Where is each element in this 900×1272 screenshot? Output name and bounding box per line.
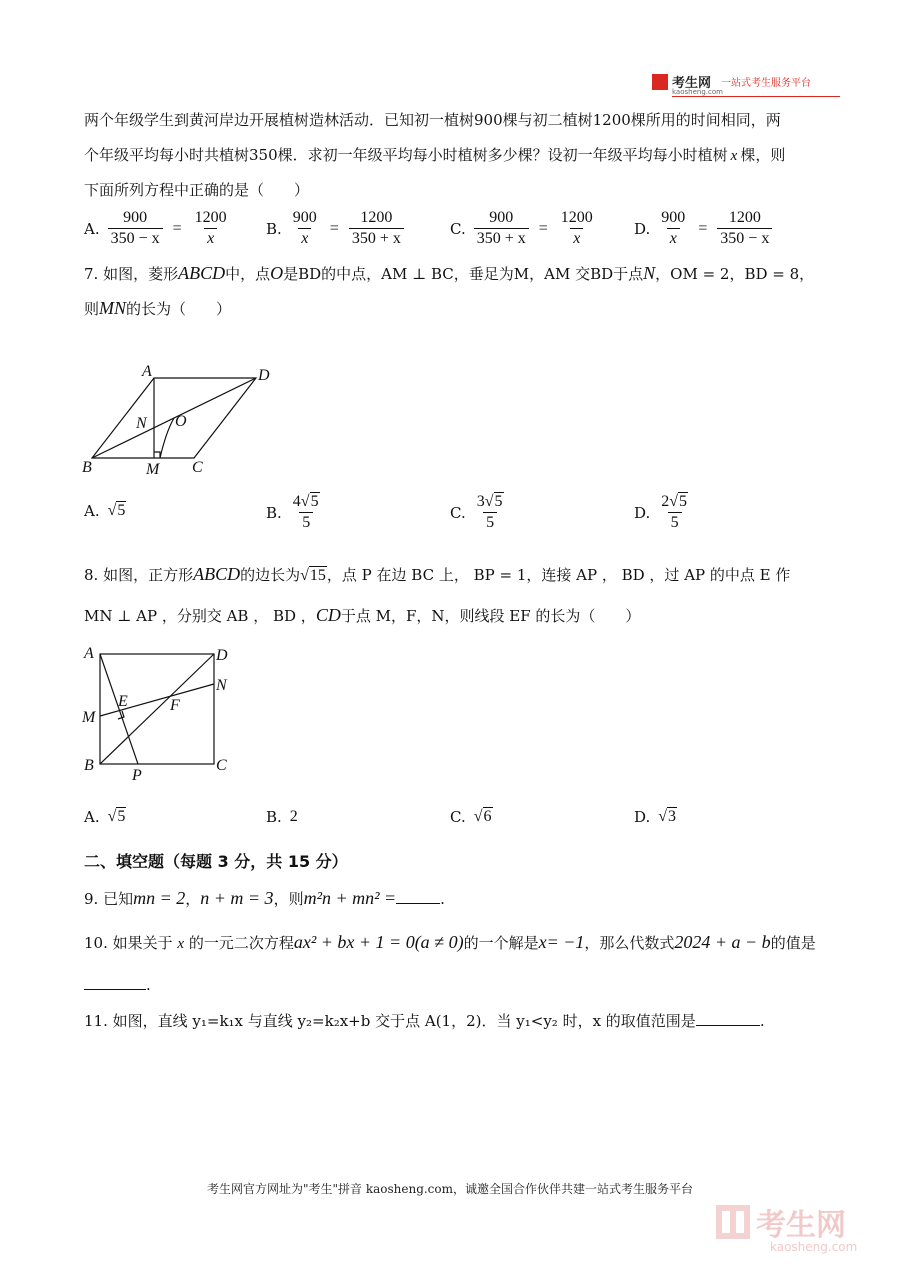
numerator: 900 — [661, 209, 686, 226]
q9-expr3: m²n + mn² = — [303, 888, 397, 908]
numerator: 4√5 — [292, 493, 319, 510]
q8-option-a[interactable] — [84, 808, 126, 826]
q10-blank-line — [84, 974, 151, 996]
denominator: x — [298, 228, 311, 249]
option-label: A. — [84, 502, 100, 520]
equals-sign: = — [698, 219, 708, 237]
radicand: 5 — [494, 493, 503, 510]
numerator: 1200 — [560, 209, 593, 226]
q7-options — [84, 492, 844, 542]
numerator: 900 — [489, 209, 514, 226]
fraction — [717, 208, 772, 249]
q11-end: . — [759, 1012, 765, 1030]
sqrt-expr: √6 — [473, 808, 492, 825]
q7-abcd: ABCD — [178, 263, 226, 283]
q7-text-a: 如图，菱形 — [103, 265, 179, 283]
q7-text-c: 是BD的中点，AM ⊥ BC，垂足为M，AM 交BD于点 — [283, 265, 644, 283]
watermark — [716, 1200, 846, 1244]
label-d: D — [258, 367, 270, 384]
numerator: 900 — [123, 209, 148, 226]
numerator: 1200 — [360, 209, 393, 226]
q10-line — [84, 931, 816, 955]
radicand: 3 — [668, 808, 677, 825]
q8-option-b[interactable] — [266, 808, 298, 826]
q6-option-a[interactable] — [84, 208, 230, 249]
label-d: D — [216, 647, 228, 664]
watermark-text: 考生网 — [756, 1208, 846, 1243]
equals-sign: = — [172, 219, 182, 237]
q6-option-c[interactable] — [450, 208, 596, 249]
denominator: 350 + x — [349, 228, 404, 249]
q9-text-b: ，则 — [273, 890, 304, 908]
q8-text-c: ，点 P 在边 BC 上， BP = 1，连接 AP ， BD ，过 AP 的中点 E 作 — [326, 566, 791, 584]
radicand: 15 — [309, 567, 326, 584]
numerator: 900 — [292, 209, 317, 226]
option-label: B. — [266, 219, 282, 238]
coefficient: 3 — [476, 493, 485, 510]
label-n: N — [216, 677, 227, 694]
q7-option-c[interactable] — [450, 492, 507, 533]
label-p: P — [132, 767, 142, 782]
q10-text-e: 的值是 — [770, 934, 816, 952]
denominator: 350 + x — [474, 228, 529, 249]
q6-line2-end: 棵，则 — [740, 146, 786, 164]
q7-line2 — [84, 297, 231, 320]
q6-option-b[interactable] — [266, 208, 404, 249]
option-label: C. — [450, 503, 466, 522]
numerator: 1200 — [728, 209, 761, 226]
logo-sub: kaosheng.com — [672, 88, 723, 96]
q9-sep: ， — [185, 890, 201, 908]
q7-option-d[interactable] — [634, 492, 691, 533]
equals-sign: = — [538, 219, 548, 237]
q11-answer-blank[interactable] — [696, 1011, 760, 1026]
q6-line3: 下面所列方程中正确的是（ ） — [84, 181, 310, 199]
denominator: x — [667, 228, 680, 249]
q8-square-figure — [78, 642, 248, 782]
q6-line2 — [84, 144, 785, 167]
option-label: B. — [266, 503, 282, 522]
q7-text-b: 中，点 — [225, 265, 271, 283]
q9-text-a: 9. 已知 — [84, 890, 134, 908]
q8-option-d[interactable] — [634, 808, 677, 826]
option-label: D. — [634, 503, 651, 522]
q7-option-b[interactable] — [266, 492, 323, 533]
q11-line — [84, 1010, 765, 1032]
q6-options — [84, 208, 844, 258]
fraction — [290, 208, 320, 249]
q10-text-d: ，那么代数式 — [584, 934, 675, 952]
q10-x: x — [177, 936, 185, 952]
option-label: C. — [450, 219, 466, 238]
q7-line1 — [84, 262, 814, 285]
header-rule — [672, 96, 840, 97]
option-label: A. — [84, 219, 100, 238]
option-label: B. — [266, 808, 282, 826]
sqrt-expr: √3 — [658, 808, 677, 825]
q7-number: 7. — [84, 265, 99, 283]
fraction — [349, 208, 404, 249]
option-label: C. — [450, 808, 466, 826]
fraction — [192, 208, 230, 249]
radicand: 5 — [679, 493, 688, 510]
option-label: D. — [634, 808, 651, 826]
q10-eq: ax² + bx + 1 = 0(a ≠ 0) — [293, 932, 464, 952]
radicand: 5 — [117, 808, 126, 825]
q8-line1 — [84, 563, 790, 587]
fraction — [474, 208, 529, 249]
q7-option-a[interactable] — [84, 502, 126, 520]
label-m: M — [82, 709, 96, 726]
q10-text-c: 的一个解是 — [463, 934, 539, 952]
denominator: 5 — [483, 512, 497, 533]
denominator: 5 — [299, 512, 313, 533]
q10-expr: 2024 + a − b — [674, 932, 771, 952]
q7-o: O — [270, 263, 284, 283]
q8-line2 — [84, 604, 640, 627]
label-f: F — [170, 697, 180, 714]
q7-mn: MN — [99, 298, 127, 318]
equals-sign: = — [329, 219, 339, 237]
coefficient: 2 — [661, 493, 670, 510]
logo-mark-icon — [652, 74, 668, 90]
q6-line1: 两个年级学生到黄河岸边开展植树造林活动．已知初一植树900棵与初二植树1200棵所用的时间相同，两 — [84, 111, 781, 129]
label-c: C — [192, 459, 203, 476]
denominator: 350 − x — [717, 228, 772, 249]
header-slogan: 一站式考生服务平台 — [721, 78, 812, 89]
q6-var-x: x — [730, 148, 738, 164]
radicand: 5 — [310, 493, 319, 510]
numerator: 2√5 — [661, 493, 688, 510]
fraction — [474, 492, 507, 533]
fraction — [290, 492, 323, 533]
q7-rhombus-figure — [78, 360, 288, 480]
q6-option-d[interactable] — [634, 208, 772, 249]
q8-number: 8. — [84, 566, 99, 584]
q7-n: N — [643, 263, 656, 283]
fraction — [658, 492, 691, 533]
q8-option-c[interactable] — [450, 808, 493, 826]
q9-answer-blank[interactable] — [396, 889, 440, 904]
label-a: A — [142, 363, 152, 380]
q10-text-b: 的一元二次方程 — [188, 934, 294, 952]
q8-line2-text: MN ⊥ AP ，分别交 AB ， BD ， — [84, 607, 316, 625]
q7-line2-b: 的长为（ ） — [126, 300, 232, 318]
logo-text: 考生网 — [672, 76, 712, 91]
label-a: A — [84, 645, 94, 662]
q9-end: . — [440, 890, 445, 908]
denominator: 5 — [668, 512, 682, 533]
label-n: N — [136, 415, 147, 432]
denominator: x — [204, 228, 217, 249]
q8-text-a: 如图，正方形 — [103, 566, 194, 584]
denominator: 350 − x — [108, 228, 163, 249]
q8-side-sqrt: √15 — [300, 567, 326, 584]
q7-text-d: ，OM = 2，BD = 8， — [655, 265, 815, 283]
radicand: 5 — [117, 502, 126, 519]
q8-cd: CD — [315, 605, 341, 625]
q8-abcd: ABCD — [193, 564, 241, 584]
numerator: 1200 — [194, 209, 227, 226]
q9-expr2: n + m = 3 — [200, 888, 274, 908]
radicand: 6 — [483, 808, 492, 825]
q10-answer-blank[interactable] — [84, 975, 146, 990]
fraction — [108, 208, 163, 249]
q9-expr1: mn = 2 — [133, 888, 186, 908]
sqrt-expr: √5 — [107, 808, 126, 825]
section-title: 二、填空题（每题 3 分，共 15 分） — [84, 852, 348, 871]
q7-line2-a: 则 — [84, 300, 100, 318]
option-value: 2 — [289, 808, 298, 825]
label-b: B — [84, 757, 94, 774]
option-label: A. — [84, 808, 100, 826]
denominator: x — [570, 228, 583, 249]
label-o: O — [175, 413, 187, 430]
q10-sol: x= −1 — [538, 932, 585, 952]
sqrt-expr: √5 — [107, 502, 126, 519]
label-m: M — [146, 461, 160, 478]
q8-options — [84, 808, 844, 838]
coefficient: 4 — [292, 493, 301, 510]
label-c: C — [216, 757, 227, 774]
option-label: D. — [634, 219, 651, 238]
watermark-logo-icon — [716, 1205, 750, 1239]
q8-text-b: 的边长为 — [240, 566, 301, 584]
q9-line — [84, 887, 445, 910]
q10-end: . — [146, 976, 151, 994]
q11-text: 11. 如图，直线 y₁=k₁x 与直线 y₂=k₂x+b 交于点 A(1，2)．当 y₁<y₂ 时，x 的取值范围是 — [84, 1012, 696, 1030]
fraction — [658, 208, 688, 249]
q8-line2-end: 于点 M，F，N，则线段 EF 的长为（ ） — [340, 607, 641, 625]
label-b: B — [82, 459, 92, 476]
watermark-sub: kaosheng.com — [770, 1240, 858, 1254]
right-angle-mark — [154, 452, 160, 458]
q6-line2-text: 个年级平均每小时共植树350棵．求初一年级平均每小时植树多少棵？设初一年级平均每小时植树 — [84, 146, 728, 164]
page-footer: 考生网官方网址为"考生"拼音 kaosheng.com，诚邀全国合作伙伴共建一站式考生服务平台 — [206, 1182, 694, 1196]
fraction — [558, 208, 596, 249]
numerator: 3√5 — [476, 493, 503, 510]
label-e: E — [118, 693, 128, 710]
q10-text-a: 10. 如果关于 — [84, 934, 173, 952]
